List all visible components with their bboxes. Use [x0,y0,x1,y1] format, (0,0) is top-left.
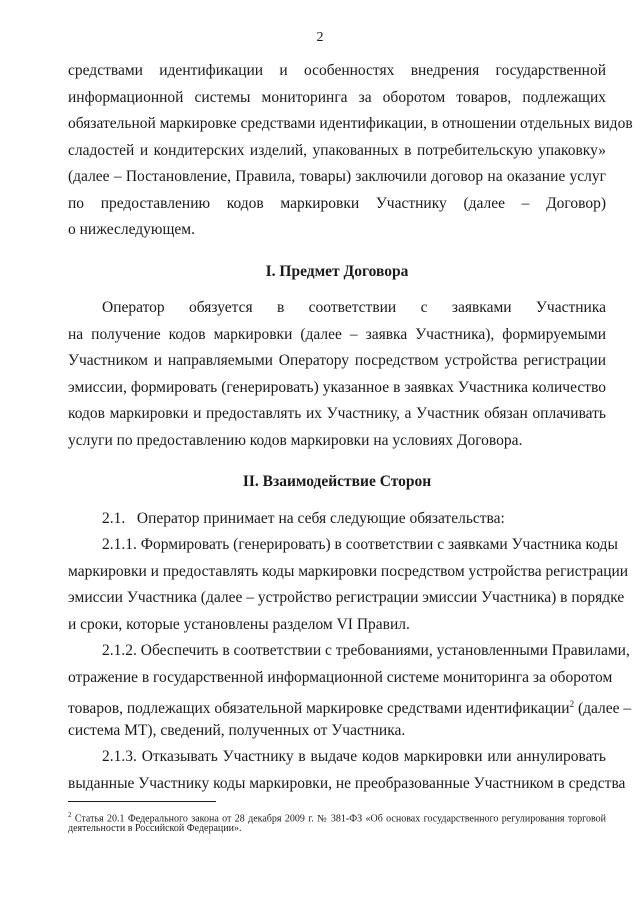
clause-2-1-1 [68,532,629,638]
text-line: эмиссии, формировать (генерировать) указанное в заявках Участника количество [68,378,606,396]
text-line: (далее – Постановление, Правила, товары) заключили договор на оказание услуг [68,168,606,185]
text-line [68,691,632,718]
text-line: о нижеследующем. [68,221,195,238]
text-line: информационной системы мониторинга за оборотом товаров, подлежащих [68,88,606,106]
text-line: выданные Участнику коды маркировки, не преобразованные Участником в средства [68,774,626,792]
text-line: отражение в государственной информационной системе мониторинга за оборотом [68,668,613,686]
section-heading-subject: I. Предмет Договора [265,262,409,280]
text-line: и сроки, которые установлены разделом VI Правил. [68,615,410,633]
text-line: по предоставлению кодов маркировки Участнику (далее – Договор) [68,194,606,212]
footnote-divider [68,801,216,802]
text-line: кодов маркировки и предоставлять их Участнику, а Участник обязан оплачивать [68,405,606,422]
text-line: на получение кодов маркировки (далее – заявка Участника), формируемыми [68,325,606,343]
footnote-line [68,808,606,825]
text-span: Статья 20.1 Федерального закона от 28 декабря 2009 г. № 381-ФЗ «Об основах государственного регулирования торговой [74,813,606,825]
footnote [68,808,606,836]
text-line: обязательной маркировке средствами идентификации, в отношении отдельных видов [68,115,633,132]
footnote-line: деятельности в Российской Федерации». [68,823,242,834]
text-line: 2.1.3. Отказывать Участнику в выдаче кодов маркировки или аннулировать [102,748,606,765]
section1-paragraph [68,295,606,454]
text-line: 2.1.1. Формировать (генерировать) в соответствии с заявками Участника коды [102,536,618,553]
text-line: 2.1.2. Обеспечить в соответствии с требованиями, установленными Правилами, [102,642,630,659]
text-line: Оператор обязуется в соответствии с заявками Участника [102,299,606,316]
document-body [68,58,633,797]
clause-2-1-3 [68,744,626,797]
text-line: маркировки и предоставлять коды маркировки посредством устройства регистрации [68,562,629,580]
intro-paragraph [68,58,633,244]
text-line: эмиссии Участника (далее – устройство регистрации эмиссии Участника) в порядке [68,589,625,606]
footnote-marker: 2 [68,811,72,819]
clause-2-1-2 [68,638,632,744]
page-number: 2 [316,30,324,45]
section-heading-interaction: II. Взаимодействие Сторон [242,473,432,490]
text-span: товаров, подлежащих обязательной маркировке средствами идентификации [68,700,570,718]
text-span: (далее – [577,700,632,718]
text-line: система МТ), сведений, полученных от Участника. [68,721,406,739]
clause-2-1: 2.1. Оператор принимает на себя следующие обязательства: [102,509,505,527]
text-line: сладостей и кондитерских изделий, упакованных в потребительскую упаковку» [68,141,606,159]
text-line: услуги по предоставлению кодов маркировки на условиях Договора. [68,431,523,449]
text-line: Участником и направляемыми Оператору посредством устройства регистрации [68,352,606,369]
footnote-reference[interactable]: 2 [569,699,575,709]
text-line: средствами идентификации и особенностях внедрения государственной [68,62,606,79]
